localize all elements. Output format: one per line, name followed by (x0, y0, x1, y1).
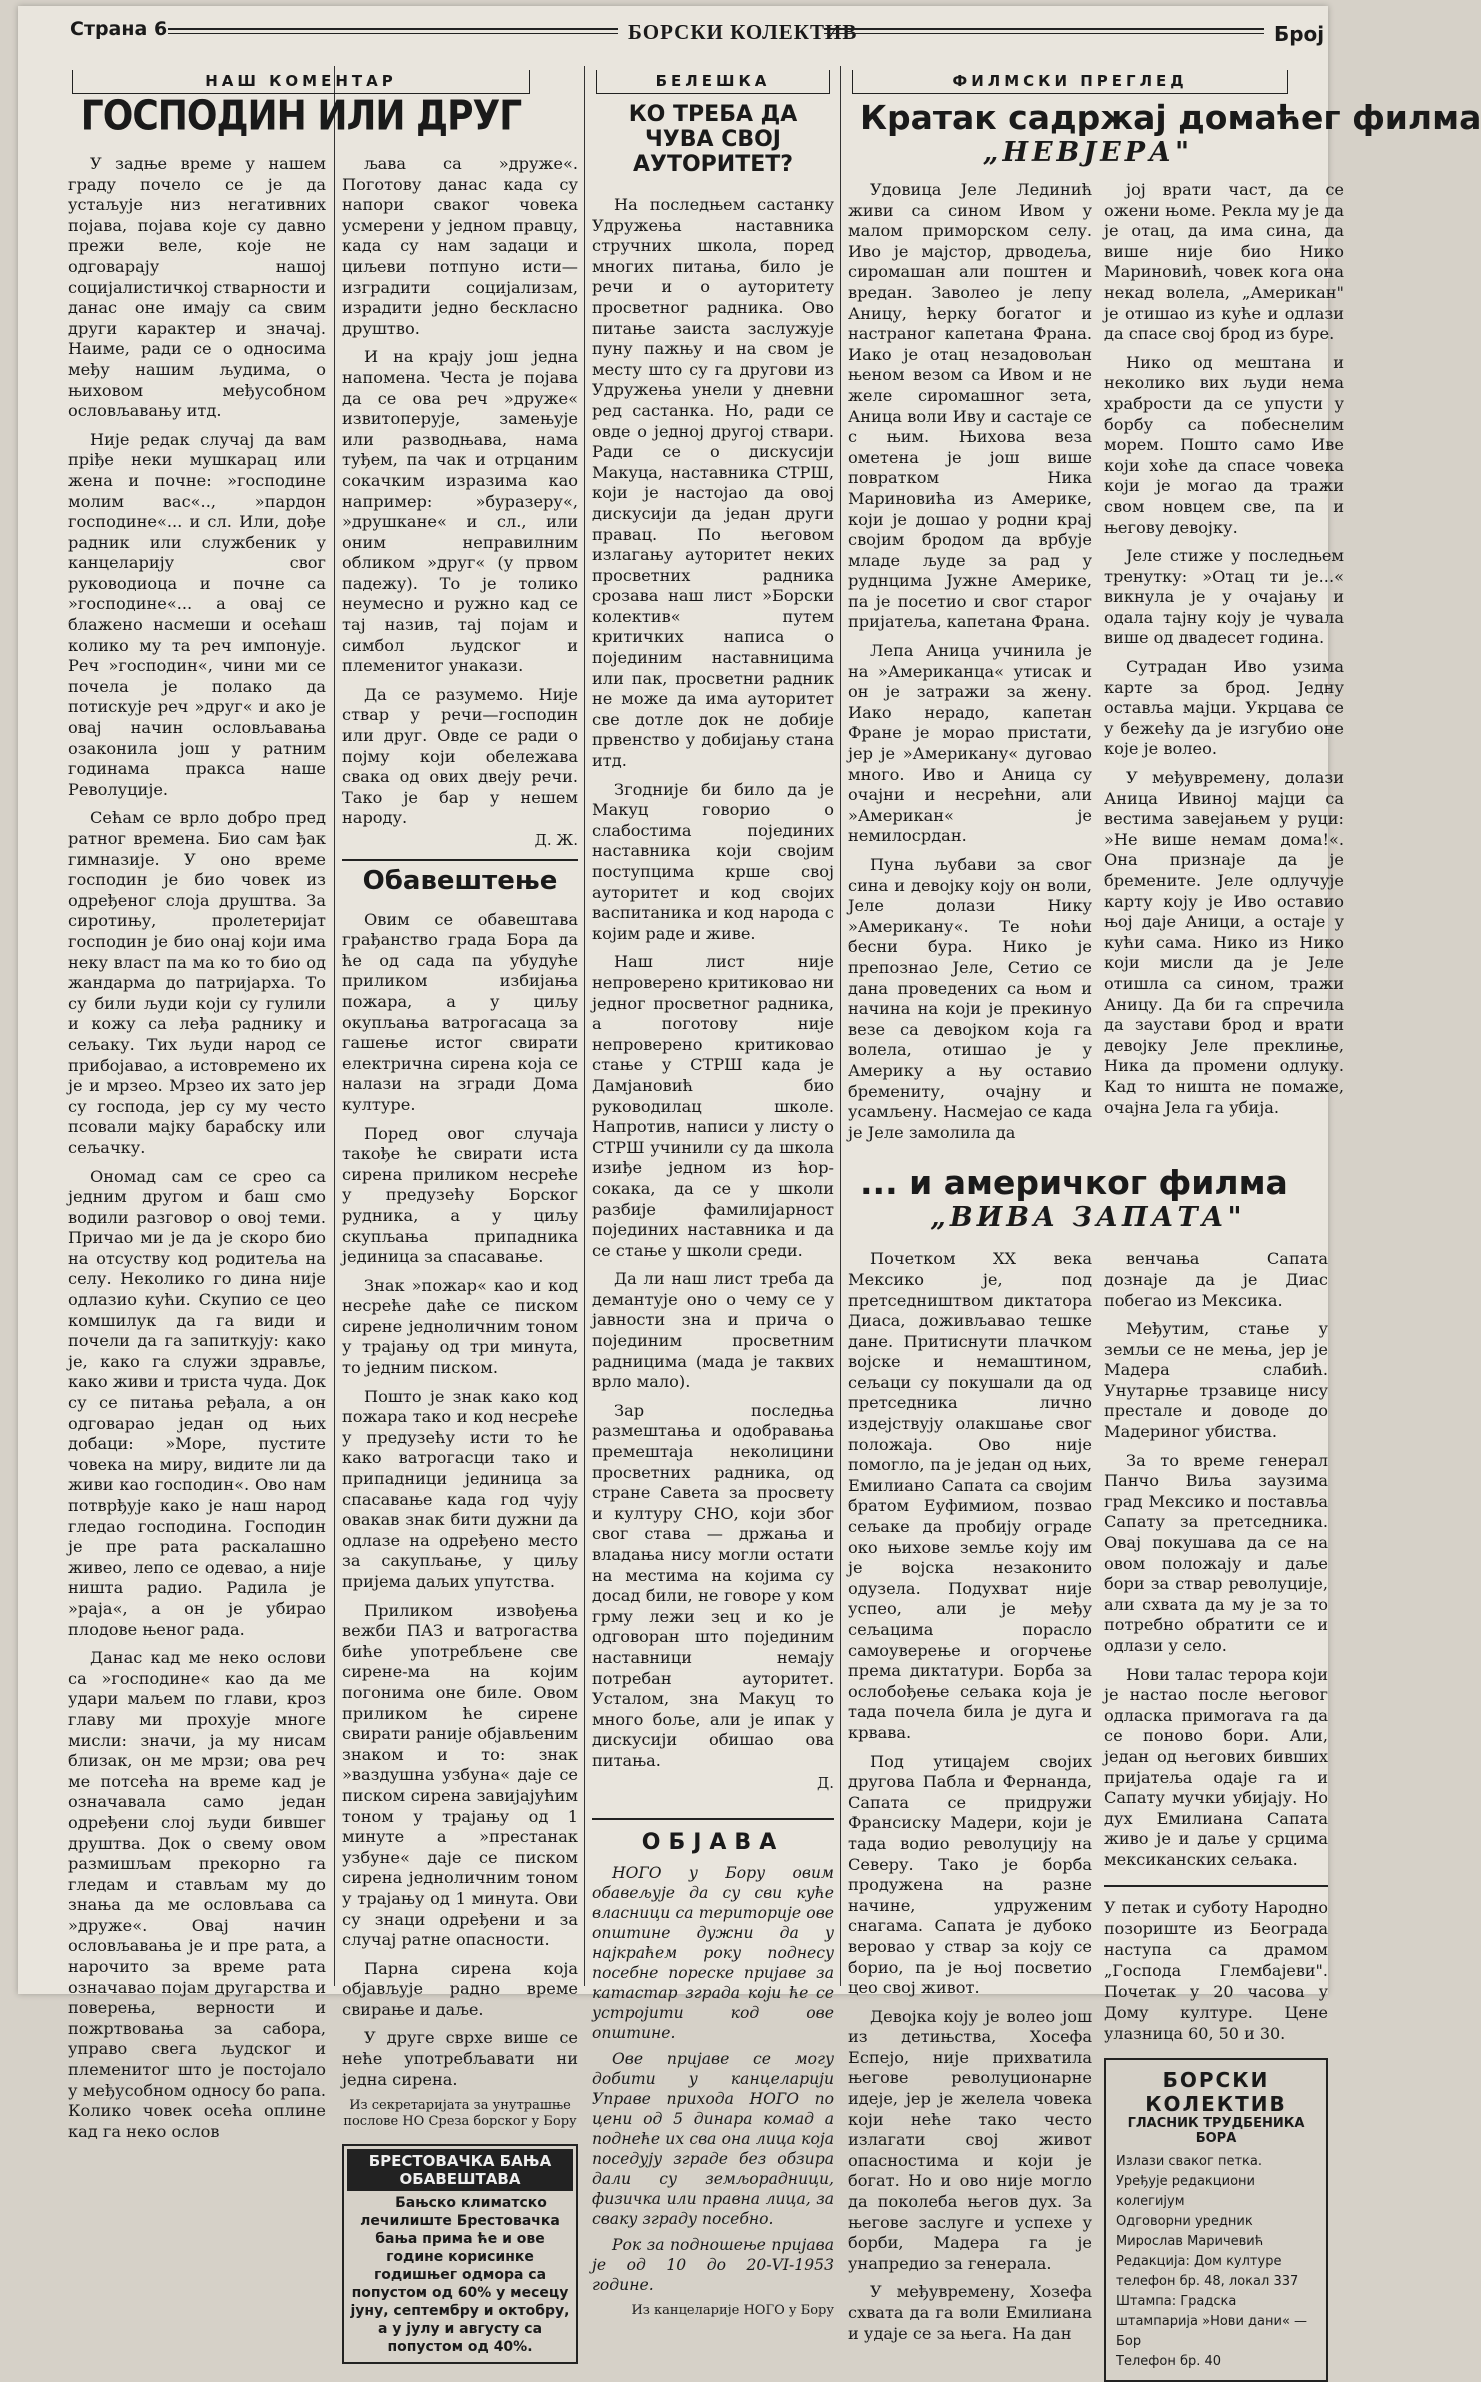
film2-title: „ВИВА ЗАПАТА" (930, 1202, 1246, 1234)
article-title: ГОСПОДИН ИЛИ ДРУГ (80, 92, 522, 141)
spa-ad-text: Бањско климатско лечилиште Брестовачка бања прима ће и ове године корисинке годишњег одмора са попустом од 60% у месецу јуну, септембру и октобру, а у јулу и августу са попустом од 40%. (350, 2195, 570, 2356)
paragraph: јој врати част, да се ожени њоме. Рекла му је да је отац, да има сина, да више није био Нико Мариновић, човек кога она некад волела, „Американ" је отишао из куће и одлази да спасе свој брод из буре. (1104, 180, 1344, 344)
spa-ad-title: БРЕСТОВАЧКА БАЊА ОБАВЕШТАВА (347, 2149, 573, 2191)
masthead (18, 6, 1328, 50)
paragraph: Међутим, стање у земљи се не мења, јер је Мадера слабић. Унутарње трзавице нису престале и доводе до Мадериног убиства. (1104, 1319, 1328, 1442)
film-review (848, 70, 1481, 2369)
film1-col-right (1104, 180, 1344, 1143)
imprint-row: Одговорни уредник Мирослав Маричевић (1116, 2213, 1264, 2249)
article-autoritet (592, 70, 834, 2318)
issue-label: Број (1274, 22, 1325, 46)
film2-col-left (848, 1249, 1092, 2381)
paragraph: На последњем састанку Удружења наставника стручних школа, поред многих питања, било је речи и о ауторитету просветног радника. Ово питање заиста заслужује пуну пажњу и на свом је месту што су га другови из Удружења унели у дневни ред састанка. Но, ради се овде о једној другој ствари. Ради се о дискусији Макуца, наставника СТРШ, који је настојао да овој дискусији да један други правац. По његовом излагању ауторитет неких просветних радника срозава наш лист »Борски колектив« путем критичких написа о појединим наставницима или пак, просветни радник не може да има ауторитет све дотле док не добије првенство у добијању стана итд. (592, 195, 834, 771)
paragraph: У међувремену, долази Аница Ивиној мајци са вестима завејањем у руци: »Не више немам дома!«. Она признаје да је бремените. Јеле одлучује карту коју је Иво оставио њој даје Аници, а остаје у кући сама. Нико из Нико који мисли да је Јеле отишла са сином, тражи Аницу. Да би га спречила да заустави брод и врати девојку Јеле преклиње, Ника да промени одлуку. Кад то ништа не помаже, очајна Јела га убија. (1104, 768, 1344, 1117)
announcement-source: Из канцеларије НОГО у Бору (631, 2302, 834, 2318)
paragraph: За то време генерал Панчо Виља заузима град Мексико и поставља Сапату за претседника. Овај покушава да се на овом положају и даље бори за ствар револуције, али схвата да му је за то потребно обратити се и одлази у село. (1104, 1450, 1328, 1655)
paragraph: Парна сирена која објављује радно време свирање и даље. (342, 1958, 578, 2019)
film2-body (848, 1249, 1328, 2381)
paragraph: Нови талас терора који је настао после његовог одласка примorava га да се поново бори. Али, један од његових бивших пријатеља одаје га и Сапату мучки убијају. Но дух Емилиана Сапата живо је и даље у срцима мексиканских сељака. (1104, 1664, 1328, 1869)
paragraph: Девојка коју је волео још из детињства, Хосефа Еспејо, није прихватила његове револуционарне идеје, јер је желела човека који неће тако често излагати свој живот опасностима и који је богат. Но и ово није могло да поколеба његов дух. За његове заслуге и успехе у борби, Мадера га је унапредио за генерала. (848, 2006, 1092, 2273)
article-body-col3 (592, 195, 834, 1792)
paragraph: У међувремену, Хозефа схвата да га воли Емилиана и удаје се за њега. На дан (848, 2282, 1092, 2343)
paragraph: Приликом извођења вежби ПАЗ и ватрогаства биће употребљене све сирене-ма на којим погонима оне биле. Овом приликом ће сирене свирати раније објављеним знаком и то: знак »ваздушна узбуна« даје се писком сирена завијајућим тоном у трајању од 1 минуте а »престанак узбуне« даје се писком сирена једноличним тоном у трајању од 1 минута. Ови су знаци одређени и за случај ратне опасности. (342, 1600, 578, 1950)
masthead-rule-left (168, 28, 618, 34)
paragraph: венчања Сапата дознаје да је Диас побегао из Мексика. (1104, 1249, 1328, 1310)
paragraph: Поред овог случаја такође ће свирати иста сирена приликом несреће у предузећу Борског рудника, а у циљу скупљања припадника јединица за спасавање. (342, 1123, 578, 1267)
article-kicker: БЕЛЕШКА (596, 70, 830, 94)
paragraph: НОГО у Бору овим обавељује да су сви куће власници са територије ове општине дужни да у најкраћем року поднесу посебне пореске пријаве за катастар зграда који ће се устројити код ове општине. (592, 1863, 834, 2042)
imprint-row: Излази сваког петка. (1116, 2153, 1262, 2169)
paper-name: БОРСКИ КОЛЕКТИВ (618, 20, 867, 45)
article-title: КО ТРЕБА ДА ЧУВА СВОЈ АУТОРИТЕТ? (628, 102, 798, 177)
theatre-announcement: У петак и суботу Народно позориште из Београда наступа са драмом „Господа Глембајеви". Почетак у 20 часова у Дому културе. Цене улазница 60, 50 и 30. (1104, 1885, 1328, 2044)
paragraph: Сећам се врло добро пред ратног времена. Био сам ђак гимназије. У оно време господин је био човек из одређеног слоја друштва. За сиротињу, пролетеријат господин је био онај који има неку власт па ма ко то био од жандарма до патријарха. То су били људи који су гулили и кожу са леђа раднику и сељаку. Тих људи народ се прибојавао, а истовремено их је и мрзео. Мрзео их зато јер су господа, јер су му често псовали мајку барабску или сељачку. (68, 808, 326, 1157)
masthead-rule-right (824, 28, 1264, 34)
notice-source: Из секретаријата за унутрашње послове НО Среза борског у Бору (343, 2098, 577, 2130)
paragraph: Овим се обавештава грађанство града Бора да ће од сада па убудуће приликом избијања пожара, а у циљу окупљања ватрогасаца за гашење истог свирати електрична сирена која се налази на згради Дома културе. (342, 909, 578, 1114)
imprint-box (1104, 2058, 1328, 2382)
film1-body (848, 180, 1344, 1143)
column-rule (584, 66, 585, 1986)
film2-heading: ... и америчког филма (860, 1163, 1288, 1203)
imprint-subtitle: ГЛАСНИК ТРУДБЕНИКА БОРА (1127, 2115, 1305, 2146)
spa-ad-box (342, 2144, 578, 2364)
page-number: Страна 6 (70, 18, 168, 40)
author-initials: Д. Ж. (534, 831, 578, 849)
paragraph: Пуна љубави за свог сина и девојку коју он воли, Јеле долази Нику »Американу«. Те ноћи бесни бура. Нико је препознао Јеле, Сетио се дана проведених са њом и начина на који је прекинуо везе са девојком која га волела, отишао је у Америку а њу оставио бремениту, очајну и усамљену. Насмејао се када је Јеле замолила да (848, 855, 1092, 1142)
paragraph: Да се разумемо. Није ствар у речи—господин или друг. Овде се ради о пojму који обележава свака од ових двеју речи. Тако је бар у нешем народу. (342, 684, 578, 828)
announcement-box (592, 1818, 834, 2319)
paragraph: Није редак случај да вам прiђе неки мушкарац или жена и почне: »господине молим вас«.., »пардон господине«... и сл. Или, дође радник или службеник у канцеларију свог руководиоца и почне са »господине«... а овај се блажено насмеши и осећаш колико му та реч импонује. Реч »господин«, чини ми се почела је полако да потискује реч »друг« и ако је овај начин ословљавања озаконила још у ратним годинама пракса наше Револуције. (68, 429, 326, 799)
paragraph: Рок за подношење пријава је од 10 до 20-VI-1953 године. (592, 2235, 834, 2294)
imprint-row: Телефон бр. 40 (1116, 2353, 1222, 2369)
imprint-row: Штампа: Градска штампарија »Нови дани« — Бор (1116, 2293, 1308, 2349)
article-body-col2 (342, 154, 578, 2356)
paragraph: Пошто је знак како код пожара тако и код несреће у предузећу исти то ће како ватрогасци тако и припадници јединица за спасавање када год чују овакав знак бити дужни да одлазе на одређено место за сакупљање, у циљу пријема даљих упутства. (342, 1386, 578, 1591)
film1-title: „НЕВЈЕРА" (982, 137, 1194, 168)
film1-heading: Кратак садржај домаћег филма (860, 98, 1481, 137)
paragraph: Лепа Аница учинила је на »Американца« утисак и он је затражи за жену. Иако нерадо, капетан Фране је морао пристати, јер је »Американу« дуговао много. Иво и Аница су очајни и несрећни, али »Американ« је немилосрдан. (848, 641, 1092, 846)
film1-col-left (848, 180, 1092, 1143)
column-rule (840, 66, 841, 1986)
paragraph: Ове пријаве се могу добити у канцеларији Управе прихода НОГО по цени од 5 динара комад а поднеће их сва она лица која поседују зграде без обзира дали су земљорадници, физичка или правна лица, за сваку зграду посебно. (592, 2049, 834, 2228)
paragraph: Почетком XX века Мексико је, под претседништвом диктатора Диаса, доживљавао тешке дане. Притиснути плачком војске и немаштином, сељаци су покушали да од претседника лично издејствују олакшање свог положаја. Ово није помогло, па је један од њих, Емилиано Сапата са својим братом Еуфимиом, позвао сељаке да пробију ограде око њихове земље коју им је војска незаконито одузела. Подухват није успео, али је међу сељацима порасло самоуверење и огорчење према диктатури. Борба за ослобођење сељака која је тада почела била је дуга и крвава. (848, 1249, 1092, 1742)
imprint-row: Редакција: Дом културе телефон бр. 48, локал 337 (1116, 2253, 1299, 2289)
paragraph: Згодније би било да је Макуц говорио о слабостима појединих наставника који својим поступцима крше свој ауторитет и код својих васпитаника и код народа с којим раде и живе. (592, 779, 834, 943)
imprint-title: БОРСКИ КОЛЕКТИВ (1145, 2067, 1287, 2116)
imprint-row: Уређује редакциони колегијум (1116, 2173, 1255, 2209)
paragraph: У друге сврхе више се неће употребљавати ни једна сирена. (342, 2028, 578, 2089)
film2-col-right (1104, 1249, 1328, 2381)
paragraph: Удовица Јеле Лединић живи са сином Ивом у малом приморском селу. Иво је мајстор, дрводеља, сиромашан али поштен и вредан. Заволео је лепу Аницу, ћерку богатог и настраног капетана Франа. Иако је отац незадовољан њеном везом са Ивом и не желе сиромашног зета, Аница воли Иву и састаје се с њим. Њихова веза ометена је још више повратком Ника Мариновића из Америке, који је дошао у родни крај својим бродом да врбује младе људе за рад у руднцима Јужне Америке, па је посетио и свог старог пријатеља, капетана Франа. (848, 180, 1092, 632)
paragraph: Ономад сам се срео са једним другом и баш смо водили разговор о овој теми. Причао ми је да је скоро био на отсуству код родитеља на селу. Неколико го дина није одлазио кући. Скупио се цео комшилук да га види и почели да га запиткују: како је, како га служи здравље, како живи и триста чуда. Док су се питања ређала, а он одговарао један од њих добаци: »Море, пустите човека на миру, видите ли да живи као господин«. Ово нам потврђује како је наш народ гледао господина. Господин је пре рата раскалашно живео, лепо се одевао, а није ништа радио. Радила је »раја«, а он је убирао плодове њеног рада. (68, 1166, 326, 1639)
article-body-col1 (68, 154, 326, 2141)
author-initials: Д. (817, 1773, 834, 1792)
paragraph: Наш лист није непроверено критиковао ни једног просветног радника, а поготову није непроверено критиковао стање у СТРШ када је Дамјановић био руководилац школе. Напротив, написи у листу о СТРШ учинили су да школа изиђе једном из ћор-сокака, да се у школи разбије фамилијарност појединих наставника и да се стање у школи среди. (592, 952, 834, 1260)
notice-title: Обавештење (362, 866, 558, 896)
paragraph: Нико од мештана и неколико вих људи нема храбрости да се упусти у борбу са побеснелим морем. Пошто само Иве који хоће да спасе човека који је могао да тражи свом новцем све, па и његову девојку. (1104, 352, 1344, 537)
paragraph: Зар последња размештања и одобравања премештаја неколицини просветних радника, од стране Савета за просвету и културу СНО, који због свог става — држања и владања нису могли остати на местима на којима су досад били, не говоре у ком грму лежи зец и ко је одговоран што појединим наставници немају потребан ауторитет. Усталом, зна Макуц то много боље, али је ипак у дискусији обишао ова питања. (592, 1400, 834, 1770)
divider (342, 859, 578, 861)
paragraph: Јеле стиже у последњем тренутку: »Отац ти је...« викнула је у очајању и одала тајну коју је чувала више од двадесет година. (1104, 546, 1344, 648)
paragraph: У задње време у нашем граду почело се је да устаљује низ негативних појава, појава које су давно прежи веле, које не одговарају нашој социјалистичкој стварности и данас оне имају са свим други карактер и значај. Наиме, ради се о односима међу нашим људима, о њиховом међусобном ословљавању итд. (68, 154, 326, 421)
paragraph: И на крају још једна напомена. Честа је појава да се ова реч »друже« извитоперује, замењује или разводњава, нама туђем, па чак и отрцаним сокачким изразима као например: »буразеру«, »друшкане« и сл., или оним неправилним обликом »друг« (у првом падежу). То је толико неумесно и ружно кад се тај назив, тај појам и симбол људског и племенитог унакази. (342, 347, 578, 676)
article-kicker: ФИЛМСКИ ПРЕГЛЕД (852, 70, 1288, 94)
newspaper-page (18, 6, 1481, 2369)
film2-text (1104, 1249, 1328, 1870)
paragraph: Под утицајем својих другова Пабла и Фернанда, Сапата се придружи Франсиску Мадери, који је тада водио револуцију на Северу. Тако је борба продужена на разне начине, удруженим снагама. Сапата је дубоко веровао у ствар за коју се борио, па је њој посветио цео свој живот. (848, 1751, 1092, 1998)
paragraph: Данас кад ме неко ослови са »господине« као да ме удари маљем по глави, кроз главу ми прохује многе мисли: значи, ја му нисам близак, он ме мрзи; ова реч ме потсећа на време кад је означавала само један одређени слој људи бившег друштва. Док о свему овом размишљам прекорно га гледам и стављам му до знања да ме ословљава са »друже«. Овај начин ословљавања је и пре рата, а нарочито за време рата означавао појам другарства и поверења, верности и пожртвовања за сабора, управо свега људског и племенитог што је постојало у међусобном односу бо рапа. Колико човек осећа оплине кад га неко ослов (68, 1648, 326, 2141)
paragraph: Знак »пожар« као и код несреће даће се писком сирене једноличним тоном у трајању од три минута, то једним писком. (342, 1275, 578, 1378)
announcement-title: ОБЈАВА (641, 1829, 785, 1855)
paragraph: Да ли наш лист треба да демантује оно о чему се у јавности зна и прича о појединим просветним радницима (мада је таквих врло мало). (592, 1269, 834, 1392)
article-kicker: НАШ КОМЕНТАР (72, 70, 530, 94)
paragraph: Сутрадан Иво узима карте за брод. Једну оставља мајци. Укрцава се у бежећу да је изгубио оне које је волео. (1104, 657, 1344, 759)
paragraph: љава са »друже«. Поготову данас када су напори сваког човека усмерени у једном правцу, када су нам задаци и циљеви потпуно исти—изградити социјализам, израдити једно бескласно друштво. (342, 154, 578, 338)
